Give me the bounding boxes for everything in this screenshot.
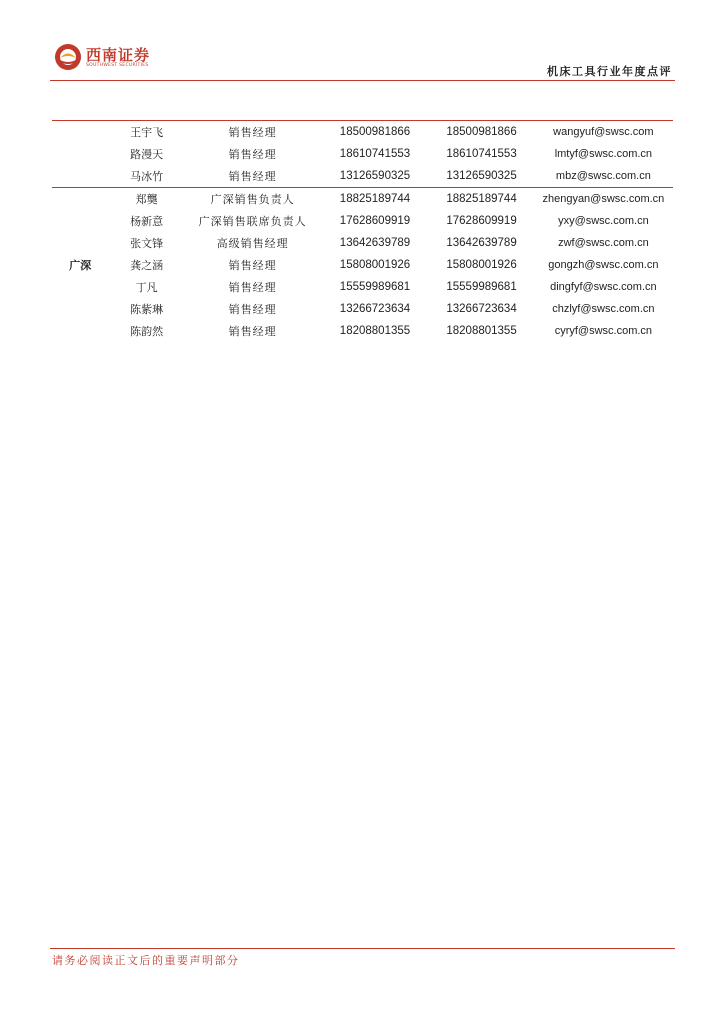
table-row bbox=[52, 276, 673, 298]
contact-mobile: 13266723634 bbox=[446, 303, 517, 315]
contact-phone: 17628609919 bbox=[339, 215, 411, 227]
table-row bbox=[52, 210, 673, 232]
contact-title: 销售经理 bbox=[228, 303, 277, 316]
contact-phone: 15559989681 bbox=[339, 281, 411, 293]
disclaimer-note: 请务必阅读正文后的重要声明部分 bbox=[52, 954, 240, 967]
contact-name: 丁凡 bbox=[135, 281, 158, 294]
table-row bbox=[52, 298, 673, 320]
logo-chinese-name: 西南证券 bbox=[86, 46, 151, 64]
contact-name: 杨新意 bbox=[130, 215, 164, 228]
sales-contact-table bbox=[52, 120, 673, 342]
contact-email[interactable]: zwf@swsc.com.cn bbox=[558, 237, 649, 249]
contact-email[interactable]: mbz@swsc.com.cn bbox=[555, 170, 651, 182]
contact-phone: 18500981866 bbox=[321, 121, 430, 144]
contact-name: 陈紫琳 bbox=[130, 303, 164, 316]
contact-title: 广深销售联席负责人 bbox=[198, 215, 307, 228]
contact-phone: 18825189744 bbox=[321, 188, 430, 211]
table-row bbox=[52, 254, 673, 276]
contact-name: 郑龑 bbox=[109, 188, 185, 211]
header-divider bbox=[50, 80, 675, 81]
contact-name: 龚之涵 bbox=[130, 259, 164, 272]
contact-title: 高级销售经理 bbox=[216, 237, 289, 250]
table-row bbox=[52, 143, 673, 165]
contact-phone: 13642639789 bbox=[339, 237, 411, 249]
logo-sun-icon bbox=[54, 43, 82, 71]
contact-mobile: 15559989681 bbox=[446, 281, 517, 293]
region-label: 广深 bbox=[52, 188, 109, 343]
table-row bbox=[52, 121, 673, 144]
contact-email[interactable]: gongzh@swsc.com.cn bbox=[548, 259, 659, 271]
report-title: 机床工具行业年度点评 bbox=[547, 65, 672, 78]
contact-title: 广深销售负责人 bbox=[185, 188, 321, 211]
contact-phone: 13266723634 bbox=[339, 303, 411, 315]
contact-name: 路漫天 bbox=[130, 148, 164, 161]
contact-title: 销售经理 bbox=[228, 148, 277, 161]
contact-email[interactable]: yxy@swsc.com.cn bbox=[558, 215, 649, 227]
contact-name: 王宇飞 bbox=[109, 121, 185, 144]
table-row bbox=[52, 188, 673, 211]
company-logo bbox=[54, 43, 164, 75]
contact-phone: 18610741553 bbox=[339, 148, 411, 160]
contact-phone: 13126590325 bbox=[339, 170, 411, 182]
table-row bbox=[52, 165, 673, 188]
contact-title: 销售经理 bbox=[228, 259, 277, 272]
contact-email[interactable]: chzlyf@swsc.com.cn bbox=[552, 303, 655, 315]
contact-mobile: 17628609919 bbox=[446, 215, 517, 227]
table-row bbox=[52, 320, 673, 342]
contact-email[interactable]: lmtyf@swsc.com.cn bbox=[554, 148, 653, 160]
contact-email[interactable]: wangyuf@swsc.com bbox=[534, 121, 673, 144]
contact-phone: 18208801355 bbox=[339, 325, 411, 337]
contact-name: 陈韵然 bbox=[130, 325, 164, 338]
contact-mobile: 15808001926 bbox=[446, 259, 517, 271]
contact-title: 销售经理 bbox=[185, 121, 321, 144]
footer-divider bbox=[50, 948, 675, 949]
contact-mobile: 18208801355 bbox=[446, 325, 517, 337]
logo-english-name: SOUTHWEST SECURITIES bbox=[86, 63, 149, 68]
contact-name: 马冰竹 bbox=[130, 170, 164, 183]
contact-mobile: 18825189744 bbox=[429, 188, 533, 211]
region-label bbox=[52, 121, 109, 188]
contact-email[interactable]: zhengyan@swsc.com.cn bbox=[534, 188, 673, 211]
contact-title: 销售经理 bbox=[228, 325, 277, 338]
contact-name: 张文锋 bbox=[130, 237, 164, 250]
sales-contact-table-body bbox=[52, 121, 673, 343]
contact-title: 销售经理 bbox=[228, 170, 277, 183]
contact-phone: 15808001926 bbox=[339, 259, 411, 271]
contact-email[interactable]: cyryf@swsc.com.cn bbox=[554, 325, 653, 337]
contact-mobile: 13642639789 bbox=[446, 237, 517, 249]
contact-title: 销售经理 bbox=[228, 281, 277, 294]
table-row bbox=[52, 232, 673, 254]
contact-mobile: 18610741553 bbox=[446, 148, 517, 160]
contact-mobile: 18500981866 bbox=[429, 121, 533, 144]
contact-email[interactable]: dingfyf@swsc.com.cn bbox=[550, 281, 657, 293]
page-header bbox=[0, 0, 724, 84]
contact-mobile: 13126590325 bbox=[446, 170, 517, 182]
